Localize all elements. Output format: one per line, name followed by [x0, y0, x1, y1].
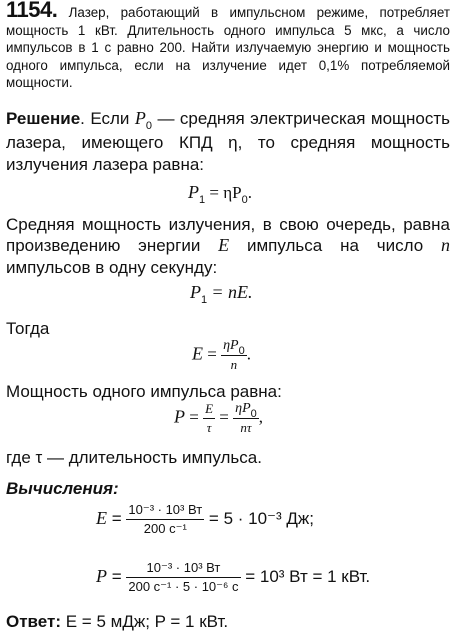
calculations-label: Вычисления:: [6, 479, 119, 498]
formula-pulse-power: P = $\frac{E}{\tau}$ = $\frac{\eta P0}{n\tau}$ ,: [174, 401, 264, 435]
solution-paragraph-2: Средняя мощность излучения, в свою очередь, равна произведению энергии E импульса на число n импульсов в одну секунду:: [6, 215, 450, 277]
formula-energy: E = $\frac{\eta P0}{n}$ .: [192, 338, 251, 372]
answer: [6, 611, 450, 632]
problem-number: 1154.: [6, 0, 58, 22]
then-label: Тогда: [6, 319, 50, 338]
formula-p1: $P_1 = \eta P_0$.: [188, 182, 252, 206]
problem-text: Лазер, работающий в импульсном режиме, потребляет мощность 1 кВт. Длительность одного импульса 5 мкс, а число импульсов в 1 с равно 200. Найти излучаемую энергию и мощность одного импульса, если на излучение идет 0,1% потребляемой мощности.: [6, 5, 450, 91]
calc-energy: E = $\frac{\text{10⁻³ · 10³ Вт}}{\text{200 с⁻¹}}$ = 5 · 10⁻³ Дж;: [96, 502, 315, 536]
solution-label: Решение: [6, 109, 81, 128]
problem-statement: [6, 1, 450, 92]
formula-p1-ne: $P_1$ = nE.: [190, 282, 253, 306]
solution-paragraph-1: Решение. Если $P_0$ — средняя электрическая мощность лазера, имеющего КПД η, то средняя мощность излучения лазера равна:: [6, 108, 451, 174]
fraction-energy: $\frac{\eta P0}{n}$: [223, 338, 245, 372]
answer-label: Ответ:: [6, 612, 61, 631]
answer-text: E = 5 мДж; P = 1 кВт.: [65, 612, 229, 631]
calc-power: P = $\frac{\text{10⁻³ · 10³ Вт}}{\text{200 с⁻¹ · 5 · 10⁻⁶ с}}$ = 10³ Вт = 1 кВт.: [96, 560, 371, 594]
solution-paragraph-4: где τ — длительность импульса.: [6, 448, 262, 467]
solution-paragraph-3: Мощность одного импульса равна:: [6, 382, 282, 401]
